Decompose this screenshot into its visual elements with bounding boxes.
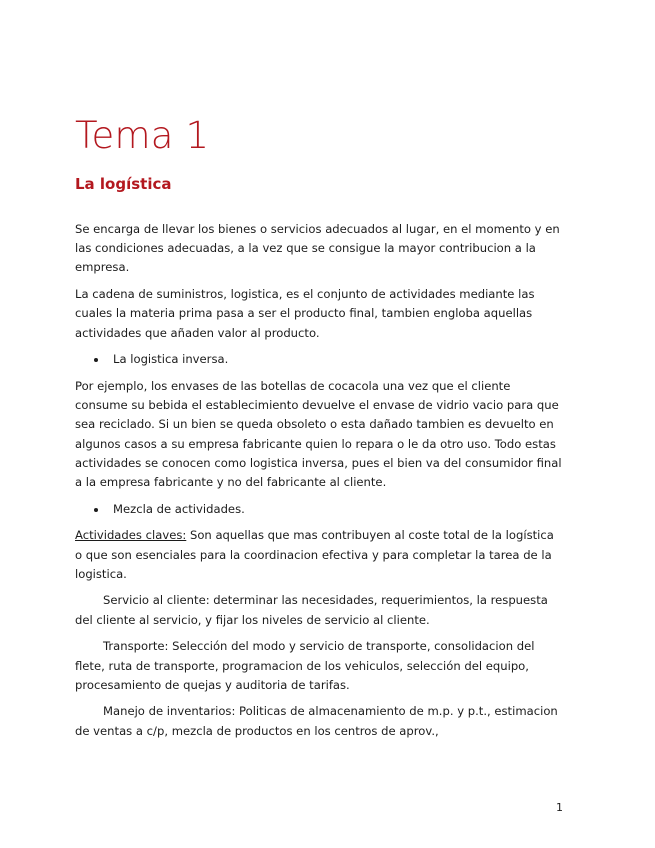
paragraph-definition: Se encarga de llevar los bienes o servicios adecuados al lugar, en el momento y en las condiciones adecuadas, a la vez que se consigue la mayor contribucion a la empresa. <box>75 222 560 275</box>
key-activities-text: Son aquellas que mas contribuyen al coste total de la logística o que son esenciales para la coordinacion efectiva y para completar la tarea de la logistica. <box>75 528 554 581</box>
paragraph-customer-service: Servicio al cliente: determinar las necesidades, requerimientos, la respuesta del cliente al servicio, y fijar los niveles de servicio al cliente. <box>75 593 548 627</box>
document-title: Tema 1 <box>75 114 210 157</box>
paragraph-example: Por ejemplo, los envases de las botellas de cocacola una vez que el cliente consume su bebida el establecimiento devuelve el envase de vidrio vacio para que sea reciclado. Si un bien se queda obsoleto o esta dañado tambien es devuelto en algunos casos a su empresa fabricante quien lo repara o le da otro uso. Todo estas actividades se conocen como logistica inversa, pues el bien va del consumidor final a la empresa fabricante y no del fabricante al cliente. <box>75 378 562 489</box>
paragraph-inventory: Manejo de inventarios: Politicas de almacenamiento de m.p. y p.t., estimacion de ventas a c/p, mezcla de productos en los centros de aprov., <box>75 704 558 738</box>
page-number: 1 <box>556 801 563 814</box>
bullet-icon <box>94 358 98 362</box>
bullet-text: Mezcla de actividades. <box>113 501 245 516</box>
paragraph-transport: Transporte: Selección del modo y servicio de transporte, consolidacion del flete, ruta de transporte, programacion de los vehiculos, selección del equipo, procesamiento de quejas y auditoria de tarifas. <box>75 639 535 692</box>
bullet-item-reverse-logistics <box>75 350 563 369</box>
paragraph-supply-chain: La cadena de suministros, logistica, es el conjunto de actividades mediante las cuales la materia prima pasa a ser el producto final, tambien engloba aquellas actividades que añaden valor al producto. <box>75 287 535 340</box>
document-page <box>75 112 563 748</box>
bullet-text: La logistica inversa. <box>113 352 229 367</box>
paragraph-key-activities <box>75 526 563 584</box>
bullet-item-activity-mix <box>75 500 563 519</box>
bullet-icon <box>94 508 98 512</box>
key-activities-label: Actividades claves: <box>75 528 187 543</box>
section-heading: La logística <box>75 175 172 193</box>
